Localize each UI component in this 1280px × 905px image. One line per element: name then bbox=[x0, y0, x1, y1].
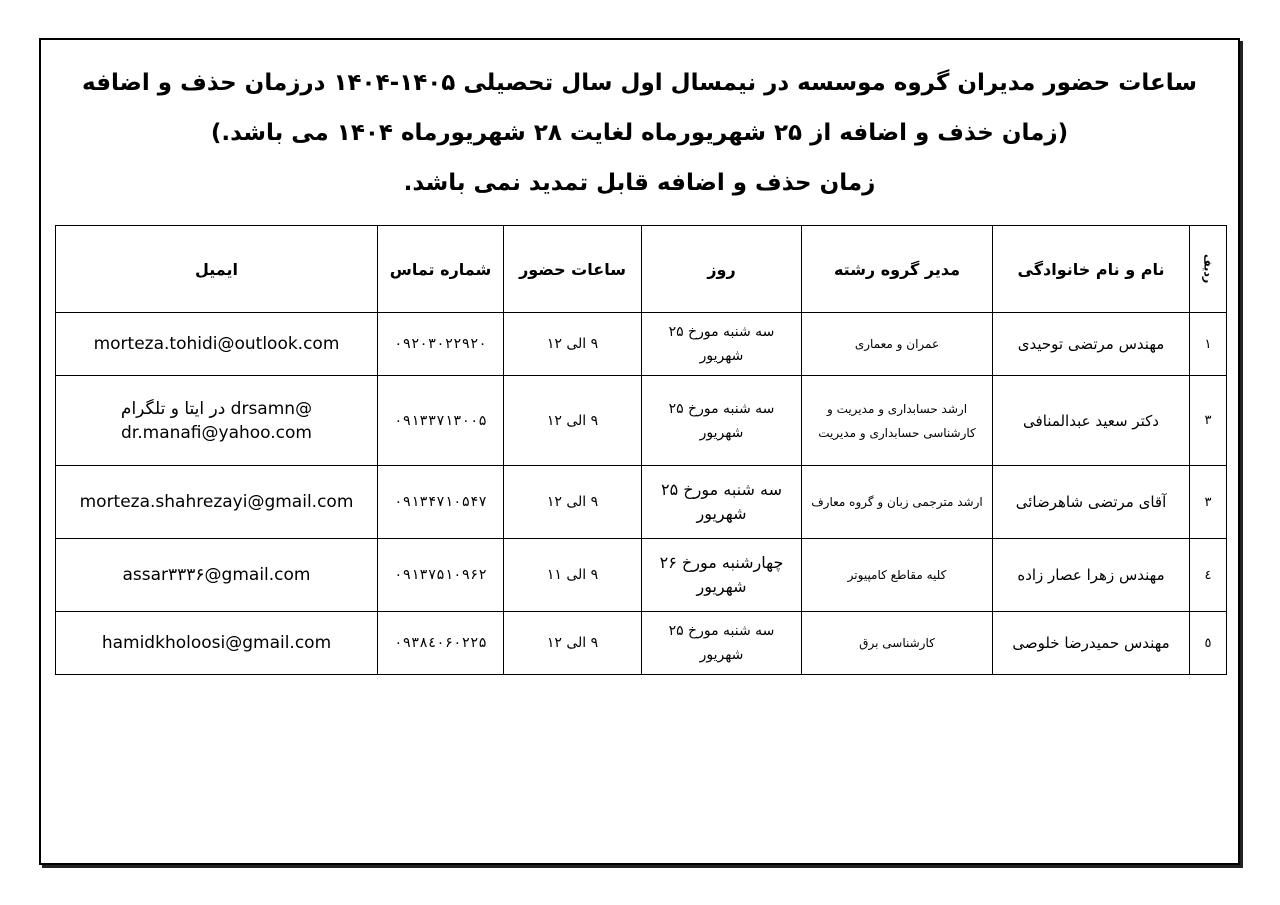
messenger-id: @drsamn در ایتا و تلگرام bbox=[120, 398, 313, 419]
row-index: ۱ bbox=[1190, 313, 1227, 376]
attendance-hours: ۹ الی ۱۲ bbox=[504, 466, 642, 539]
phone-number: ۰۹۱۳۳۷۱۳۰۰۵ bbox=[378, 376, 504, 466]
header-hours: ساعات حضور bbox=[504, 226, 642, 313]
field-of-study: کارشناسی برق bbox=[802, 612, 993, 675]
phone-number: ۰۹۳۸٤۰۶۰۲۲۵ bbox=[378, 612, 504, 675]
email-cell bbox=[56, 539, 378, 612]
table-row bbox=[56, 539, 1227, 612]
manager-name: دکتر سعید عبدالمنافی bbox=[993, 376, 1190, 466]
email-cell bbox=[56, 376, 378, 466]
document-frame bbox=[39, 38, 1240, 865]
header-day: روز bbox=[642, 226, 802, 313]
title-line-2: (زمان خذف و اضافه از ۲۵ شهریورماه لغایت ۲۸ شهریورماه ۱۴۰۴ می باشد.) bbox=[210, 120, 1069, 146]
field-of-study: عمران و معماری bbox=[802, 313, 993, 376]
attendance-hours: ۹ الی ۱۲ bbox=[504, 376, 642, 466]
manager-name: مهندس زهرا عصار زاده bbox=[993, 539, 1190, 612]
header-name: نام و نام خانوادگی bbox=[993, 226, 1190, 313]
header-field: مدیر گروه رشته bbox=[802, 226, 993, 313]
attendance-hours: ۹ الی ۱۲ bbox=[504, 313, 642, 376]
row-index: ۳ bbox=[1190, 376, 1227, 466]
field-of-study: ارشد حسابداری و مدیریت و کارشناسی حسابداری و مدیریت bbox=[802, 376, 993, 466]
attendance-day: سه شنبه مورخ ۲۵ شهریور bbox=[642, 612, 802, 675]
attendance-day: چهارشنبه مورخ ۲۶ شهریور bbox=[642, 539, 802, 612]
manager-name: مهندس مرتضی توحیدی bbox=[993, 313, 1190, 376]
title-line-1: ساعات حضور مدیران گروه موسسه در نیمسال اول سال تحصیلی ۱۴۰۵-۱۴۰۴ درزمان حذف و اضافه bbox=[82, 70, 1197, 96]
title-block bbox=[41, 58, 1238, 208]
phone-number: ۰۹۲۰۳۰۲۲۹۲۰ bbox=[378, 313, 504, 376]
title-line-3: زمان حذف و اضافه قابل تمدید نمی باشد. bbox=[403, 170, 876, 196]
table-row bbox=[56, 612, 1227, 675]
email-address[interactable]: dr.manafi@yahoo.com bbox=[121, 422, 312, 443]
attendance-hours: ۹ الی ۱۲ bbox=[504, 612, 642, 675]
field-of-study: ارشد مترجمی زبان و گروه معارف bbox=[802, 466, 993, 539]
schedule-table bbox=[55, 225, 1227, 675]
table-row bbox=[56, 376, 1227, 466]
attendance-day: سه شنبه مورخ ۲۵ شهریور bbox=[642, 313, 802, 376]
email-address[interactable]: assar۳۳۳۶@gmail.com bbox=[122, 565, 311, 585]
manager-name: آقای مرتضی شاهرضائی bbox=[993, 466, 1190, 539]
header-row-number: ردیف bbox=[1190, 226, 1227, 313]
header-email: ایمیل bbox=[56, 226, 378, 313]
attendance-hours: ۹ الی ۱۱ bbox=[504, 539, 642, 612]
email-address[interactable]: morteza.shahrezayi@gmail.com bbox=[79, 492, 354, 512]
phone-number: ۰۹۱۳۴۷۱۰۵۴۷ bbox=[378, 466, 504, 539]
table-header-row bbox=[56, 226, 1227, 313]
email-cell bbox=[56, 466, 378, 539]
email-address[interactable]: hamidkholoosi@gmail.com bbox=[101, 633, 332, 653]
phone-number: ۰۹۱۳۷۵۱۰۹۶۲ bbox=[378, 539, 504, 612]
email-cell bbox=[56, 313, 378, 376]
attendance-day: سه شنبه مورخ ۲۵ شهریور bbox=[642, 376, 802, 466]
table-row bbox=[56, 466, 1227, 539]
row-index: ۳ bbox=[1190, 466, 1227, 539]
header-phone: شماره تماس bbox=[378, 226, 504, 313]
email-cell bbox=[56, 612, 378, 675]
attendance-day: سه شنبه مورخ ۲۵ شهریور bbox=[642, 466, 802, 539]
field-of-study: کلیه مقاطع کامپیوتر bbox=[802, 539, 993, 612]
row-index: ٥ bbox=[1190, 612, 1227, 675]
row-index: ٤ bbox=[1190, 539, 1227, 612]
manager-name: مهندس حمیدرضا خلوصی bbox=[993, 612, 1190, 675]
table-row bbox=[56, 313, 1227, 376]
email-address[interactable]: morteza.tohidi@outlook.com bbox=[93, 334, 340, 354]
